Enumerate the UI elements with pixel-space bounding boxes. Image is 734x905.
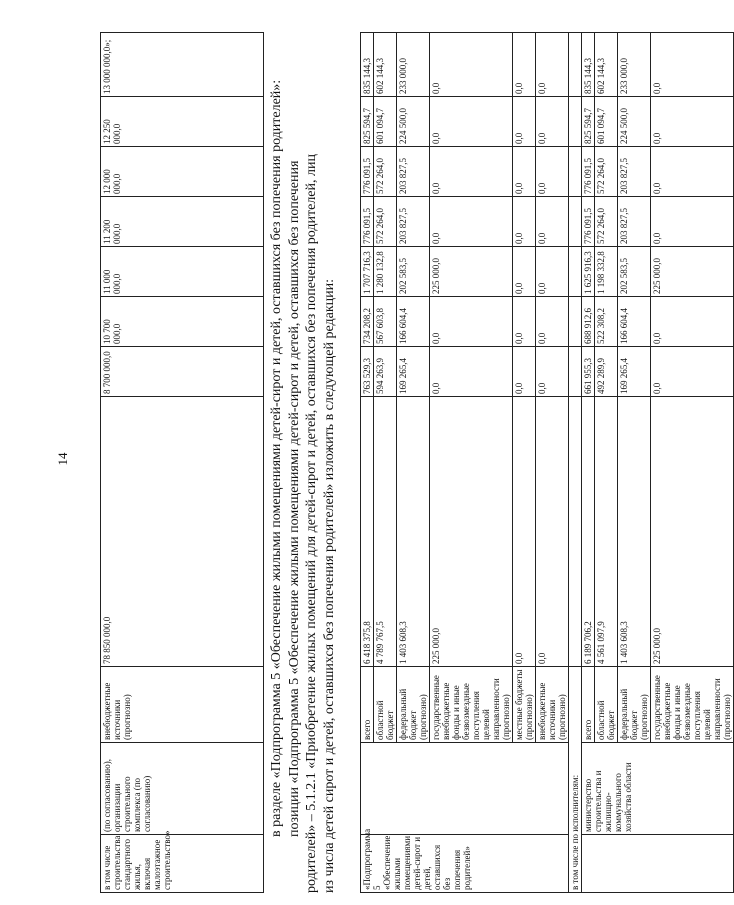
value-cell: 0,0 <box>536 247 569 297</box>
value-cell: 202 583,5 <box>618 247 651 297</box>
program-name-cell: «Подпрограмма 5 «Обеспечение жилыми помещениями детей-сирот и детей, оставшихся без попечения родителей» <box>361 835 569 893</box>
value-cell: 203 827,5 <box>618 197 651 247</box>
value-cell: 0,0 <box>430 347 513 397</box>
amendment-paragraph <box>268 33 358 893</box>
value-cell: 0,0 <box>651 197 734 247</box>
paragraph-line: из числа детей сирот и детей, оставшихся без попечения родителей» изложить в следующей редакции: <box>321 278 337 893</box>
value-cell: 0,0 <box>513 33 536 97</box>
top-table-value: 12 000 000,0 <box>101 147 264 197</box>
value-cell: 0,0 <box>536 147 569 197</box>
value-cell: 1 403 608,3 <box>397 397 430 667</box>
value-cell: 1 625 916,3 <box>582 247 595 297</box>
empty-cell <box>569 97 582 147</box>
source-label: всего <box>361 667 374 743</box>
value-cell: 763 529,3 <box>361 347 374 397</box>
value-cell: 166 604,4 <box>618 297 651 347</box>
top-table-value: 10 700 000,0 <box>101 297 264 347</box>
value-cell: 835 144,3 <box>361 33 374 97</box>
value-cell: 601 094,7 <box>374 97 397 147</box>
rotated-page-content <box>100 33 732 893</box>
empty-cell <box>569 247 582 297</box>
empty-cell <box>569 397 582 667</box>
value-cell: 169 265,4 <box>618 347 651 397</box>
top-table-value: 11 000 000,0 <box>101 247 264 297</box>
value-cell: 572 264,0 <box>374 147 397 197</box>
value-cell: 594 263,9 <box>374 347 397 397</box>
value-cell: 0,0 <box>513 297 536 347</box>
empty-cell <box>569 347 582 397</box>
top-table-executor: (по согласованию), организации строительного комплекса (по согласованию) <box>101 743 264 835</box>
empty-cell <box>569 197 582 247</box>
value-cell: 4 789 767,5 <box>374 397 397 667</box>
value-cell: 567 603,8 <box>374 297 397 347</box>
value-cell: 0,0 <box>536 347 569 397</box>
value-cell: 572 264,0 <box>595 197 618 247</box>
value-cell: 0,0 <box>430 197 513 247</box>
value-cell: 776 091,5 <box>361 147 374 197</box>
value-cell: 225 000,0 <box>430 397 513 667</box>
value-cell: 776 091,5 <box>582 147 595 197</box>
empty-cell <box>569 147 582 197</box>
source-label: государственные внебюджетные фонды и иные безвозмездные поступления целевой направленности (прогнозно) <box>651 667 734 743</box>
value-cell: 203 827,5 <box>397 147 430 197</box>
executors-header: в том числе по исполнителям: <box>569 667 582 893</box>
previous-table-continuation <box>100 32 264 893</box>
executor-cell-empty <box>361 743 569 835</box>
value-cell: 572 264,0 <box>374 197 397 247</box>
value-cell: 0,0 <box>430 97 513 147</box>
value-cell: 0,0 <box>430 297 513 347</box>
top-table-value: 78 850 000,0 <box>101 397 264 667</box>
source-label: федеральный бюджет (прогнозно) <box>397 667 430 743</box>
source-label: государственные внебюджетные фонды и иные безвозмездные поступления целевой направленности (прогнозно) <box>430 667 513 743</box>
value-cell: 0,0 <box>651 33 734 97</box>
value-cell: 166 604,4 <box>397 297 430 347</box>
value-cell: 225 000,0 <box>651 397 734 667</box>
top-table-program: в том числе строительства стандартного жилья, включая малоэтажное строительство» <box>101 835 264 893</box>
empty-cell <box>569 297 582 347</box>
value-cell: 224 500,0 <box>618 97 651 147</box>
value-cell: 661 955,3 <box>582 347 595 397</box>
source-label: федеральный бюджет (прогнозно) <box>618 667 651 743</box>
value-cell: 0,0 <box>651 347 734 397</box>
value-cell: 835 144,3 <box>582 33 595 97</box>
value-cell: 0,0 <box>536 197 569 247</box>
value-cell: 602 144,3 <box>374 33 397 97</box>
value-cell: 0,0 <box>536 97 569 147</box>
value-cell: 688 912,6 <box>582 297 595 347</box>
value-cell: 233 000,0 <box>618 33 651 97</box>
value-cell: 0,0 <box>536 397 569 667</box>
value-cell: 0,0 <box>430 147 513 197</box>
paragraph-line: позиции «Подпрограмма 5 «Обеспечение жилыми помещениями детей-сирот и детей, оставшихся без попечения <box>286 160 302 837</box>
value-cell: 4 561 097,9 <box>595 397 618 667</box>
value-cell: 734 208,2 <box>361 297 374 347</box>
value-cell: 225 000,0 <box>651 247 734 297</box>
value-cell: 825 594,7 <box>361 97 374 147</box>
value-cell: 203 827,5 <box>397 197 430 247</box>
value-cell: 1 198 332,8 <box>595 247 618 297</box>
value-cell: 492 289,9 <box>595 347 618 397</box>
value-cell: 0,0 <box>651 297 734 347</box>
empty-cell <box>569 33 582 97</box>
value-cell: 1 403 608,3 <box>618 397 651 667</box>
value-cell: 6 418 375,8 <box>361 397 374 667</box>
value-cell: 0,0 <box>536 33 569 97</box>
source-label: областной бюджет <box>374 667 397 743</box>
value-cell: 1 280 132,8 <box>374 247 397 297</box>
source-label: всего <box>582 667 595 743</box>
value-cell: 522 308,2 <box>595 297 618 347</box>
top-table-value: 13 000 000,0»; <box>101 33 264 97</box>
value-cell: 203 827,5 <box>618 147 651 197</box>
value-cell: 0,0 <box>513 247 536 297</box>
ministry-cell: министерство строительства и жилищно-коммунального хозяйства области <box>582 743 734 835</box>
value-cell: 233 000,0 <box>397 33 430 97</box>
source-label: внебюджетные источники (прогнозно) <box>536 667 569 743</box>
value-cell: 602 144,3 <box>595 33 618 97</box>
source-label: местные бюджеты (прогнозно) <box>513 667 536 743</box>
value-cell: 0,0 <box>513 147 536 197</box>
value-cell: 0,0 <box>513 347 536 397</box>
value-cell: 0,0 <box>536 297 569 347</box>
value-cell: 0,0 <box>651 97 734 147</box>
top-table-value: 8 700 000,0 <box>101 347 264 397</box>
program-cell-empty <box>582 835 734 893</box>
top-table-source: внебюджетные источники (прогнозно) <box>101 667 264 743</box>
value-cell: 776 091,5 <box>361 197 374 247</box>
source-label: областной бюджет <box>595 667 618 743</box>
value-cell: 0,0 <box>651 147 734 197</box>
value-cell: 0,0 <box>513 97 536 147</box>
value-cell: 225 000,0 <box>430 247 513 297</box>
value-cell: 776 091,5 <box>582 197 595 247</box>
paragraph-line: в разделе «Подпрограмма 5 «Обеспечение жилыми помещениями детей-сирот и детей, оставшихся без попечения родителей»: <box>269 79 284 837</box>
value-cell: 0,0 <box>513 197 536 247</box>
value-cell: 825 594,7 <box>582 97 595 147</box>
page-number: 14 <box>55 452 70 466</box>
value-cell: 0,0 <box>430 33 513 97</box>
top-table-value: 11 200 000,0 <box>101 197 264 247</box>
value-cell: 202 583,5 <box>397 247 430 297</box>
value-cell: 601 094,7 <box>595 97 618 147</box>
top-table-value: 12 250 000,0 <box>101 97 264 147</box>
value-cell: 0,0 <box>513 397 536 667</box>
value-cell: 6 189 706,2 <box>582 397 595 667</box>
paragraph-line: родителей» – 5.1.2.1 «Приобретение жилых помещений для детей-сирот и детей, оставшихся без попечения родителей, лиц <box>304 154 319 893</box>
subprogram-5-table <box>360 32 734 893</box>
value-cell: 169 265,4 <box>397 347 430 397</box>
value-cell: 572 264,0 <box>595 147 618 197</box>
value-cell: 1 707 716,3 <box>361 247 374 297</box>
value-cell: 224 500,0 <box>397 97 430 147</box>
